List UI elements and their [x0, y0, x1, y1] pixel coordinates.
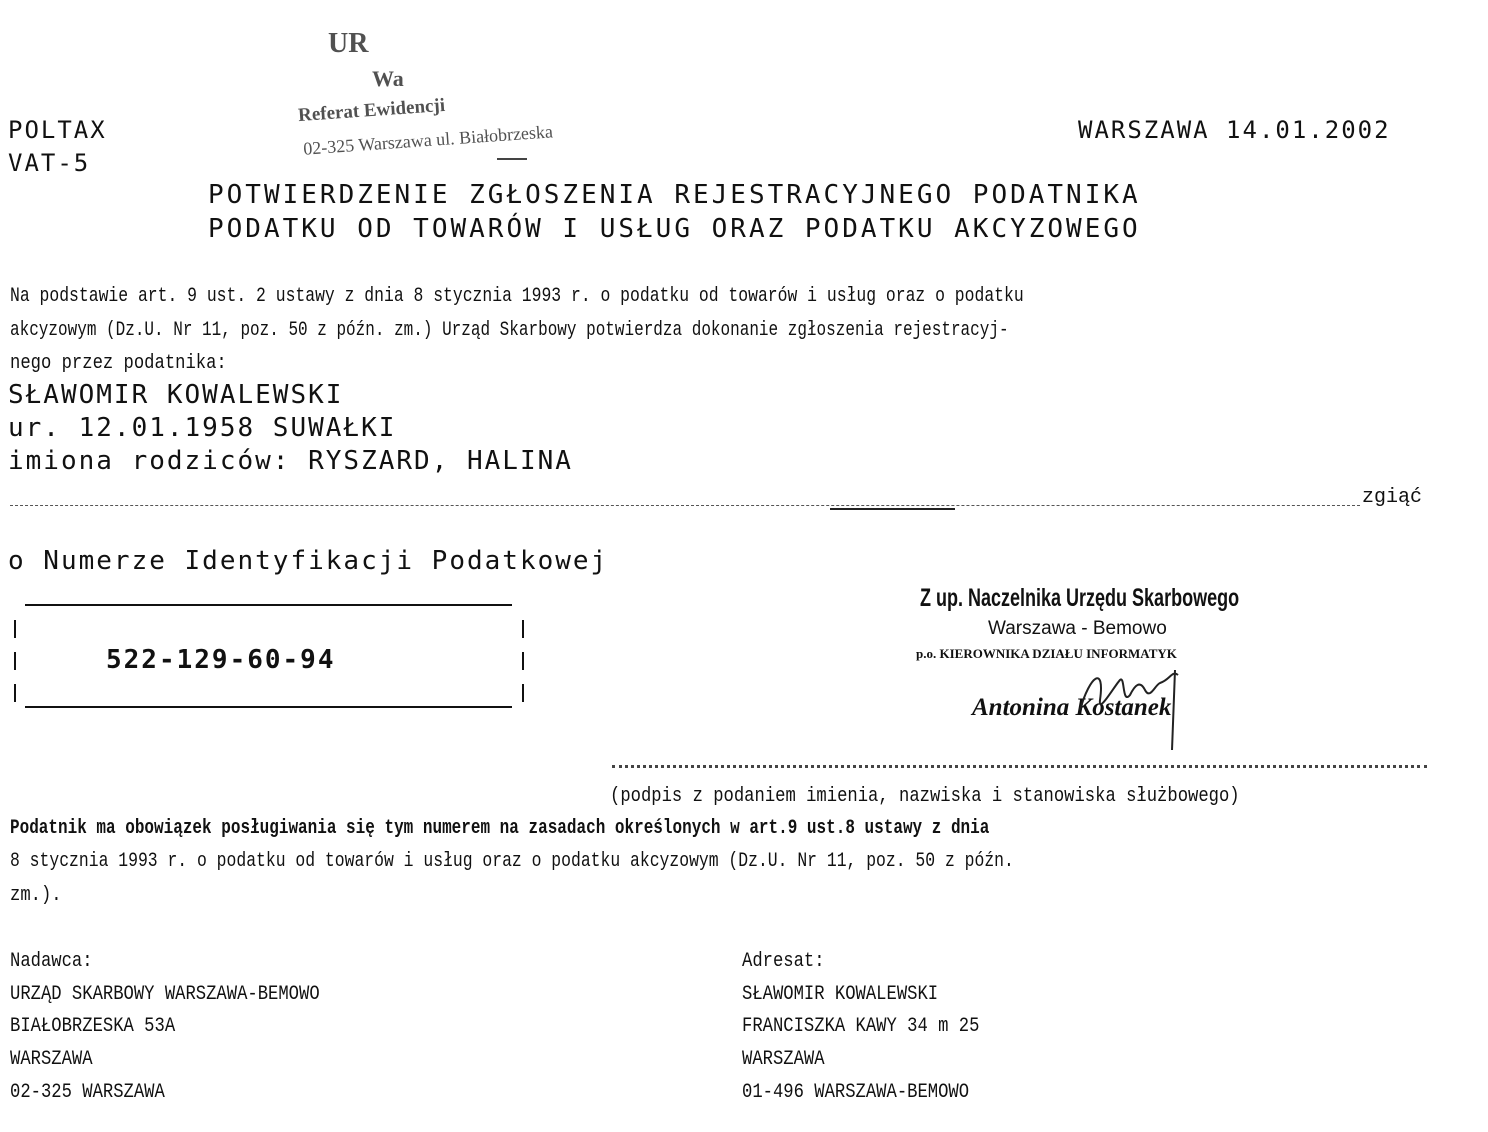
- intro-line-1: Na podstawie art. 9 ust. 2 ustawy z dnia 8 stycznia 1993 r. o podatku od towarów i usług oraz o podatku: [10, 285, 1024, 308]
- intro-line-3: nego przez podatnika:: [10, 352, 227, 375]
- obligation-line-2: 8 stycznia 1993 r. o podatku od towarów i usług oraz o podatku akcyzowym (Dz.U. Nr 11, poz. 50 z późn.: [10, 850, 1014, 873]
- recipient-label: Adresat:: [742, 950, 825, 973]
- signature-caption: (podpis z podaniem imienia, nazwiska i stanowiska służbowego): [610, 785, 1240, 808]
- nip-box-left-1: [14, 620, 16, 638]
- nip-number: 522-129-60-94: [106, 645, 336, 675]
- stamp-line-1: UR: [328, 28, 369, 59]
- nip-box-bottom: [25, 706, 512, 708]
- nip-heading: o Numerze Identyfikacji Podatkowej: [8, 546, 609, 576]
- form-variant: VAT-5: [8, 149, 91, 177]
- sender-label: Nadawca:: [10, 950, 93, 973]
- recipient-line-2: FRANCISZKA KAWY 34 m 25: [742, 1015, 980, 1038]
- stamp-line-4: 02-325 Warszawa ul. Białobrzeska: [302, 121, 554, 159]
- fold-label: zgiąć: [1362, 486, 1423, 509]
- recipient-line-3: WARSZAWA: [742, 1048, 825, 1071]
- place-date: WARSZAWA 14.01.2002: [1078, 116, 1391, 144]
- obligation-line-3: zm.).: [10, 884, 62, 907]
- sender-line-2: BIAŁOBRZESKA 53A: [10, 1015, 176, 1038]
- taxpayer-parents: imiona rodziców: RYSZARD, HALINA: [8, 446, 573, 476]
- nip-box-right-1: [522, 620, 524, 638]
- sender-line-4: 02-325 WARSZAWA: [10, 1081, 165, 1104]
- fold-mark: [830, 508, 955, 510]
- form-code: POLTAX: [8, 116, 107, 144]
- nip-box-top: [25, 604, 512, 606]
- stamp-line-3: Referat Ewidencji: [297, 94, 446, 127]
- sender-line-3: WARSZAWA: [10, 1048, 93, 1071]
- obligation-line-1: Podatnik ma obowiązek posługiwania się tym numerem na zasadach określonych w art.9 ust.8 ustawy z dnia: [10, 817, 990, 840]
- nip-box-left-3: [14, 684, 16, 702]
- taxpayer-birth: ur. 12.01.1958 SUWAŁKI: [8, 413, 397, 443]
- stamp-line-2: Wa: [372, 66, 404, 91]
- signature-stamp-line-1: Z up. Naczelnika Urzędu Skarbowego: [920, 584, 1240, 612]
- recipient-line-4: 01-496 WARSZAWA-BEMOWO: [742, 1081, 970, 1104]
- signature-stamp-line-2: Warszawa - Bemowo: [988, 618, 1167, 639]
- nip-box-right-3: [522, 684, 524, 702]
- nip-box-right-2: [522, 652, 524, 670]
- signature-stamp-name: Antonina Kostanek: [972, 694, 1172, 721]
- fold-line: [10, 505, 1360, 506]
- nip-box-left-2: [14, 652, 16, 670]
- document-title-line-2: PODATKU OD TOWARÓW I USŁUG ORAZ PODATKU AKCYZOWEGO: [208, 214, 1141, 244]
- document-title-line-1: POTWIERDZENIE ZGŁOSZENIA REJESTRACYJNEGO PODATNIKA: [208, 180, 1141, 210]
- handwritten-signature: [1060, 655, 1200, 755]
- sender-line-1: URZĄD SKARBOWY WARSZAWA-BEMOWO: [10, 983, 320, 1006]
- signature-stamp-line-3: p.o. KIEROWNIKA DZIAŁU INFORMATYK: [916, 646, 1177, 661]
- stamp-dash: [497, 158, 527, 160]
- intro-line-2: akcyzowym (Dz.U. Nr 11, poz. 50 z późn. zm.) Urząd Skarbowy potwierdza dokonanie zgłoszenia rejestracyj-: [10, 319, 1009, 342]
- signature-dotted-line: [612, 765, 1427, 768]
- taxpayer-name: SŁAWOMIR KOWALEWSKI: [8, 380, 344, 410]
- recipient-line-1: SŁAWOMIR KOWALEWSKI: [742, 983, 939, 1006]
